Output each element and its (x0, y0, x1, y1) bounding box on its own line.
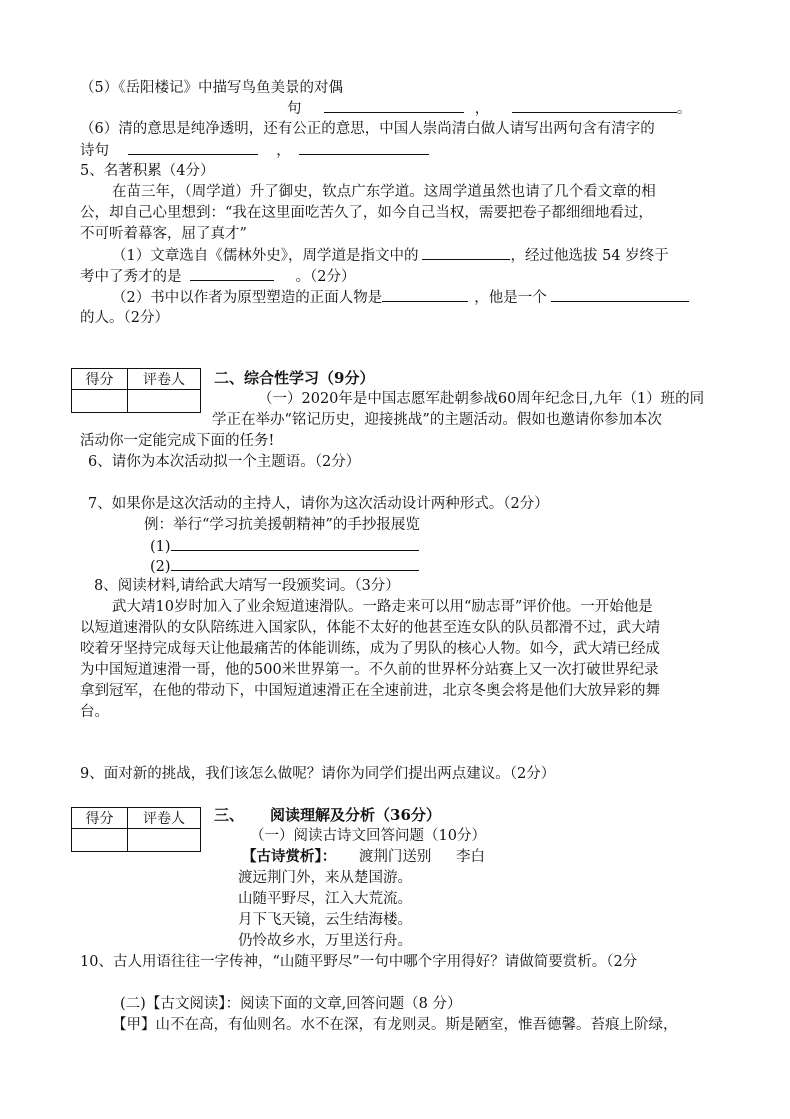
q4-6-line1: （6）清的意思是纯净透明，还有公正的意思，中国人崇尚清白做人请写出两句含有清字的 (80, 121, 655, 137)
part2-intro-line2: 学正在举办“铭记历史，迎接挑战”的主题活动。假如也邀请你参加本次 (212, 412, 662, 428)
poem-title: 渡荆门送别 (358, 849, 432, 865)
q4-6-prefix: 诗句 (80, 143, 109, 159)
q5-sub1-text-d: 。（2分） (295, 269, 356, 285)
q5-sub2-line1 (112, 287, 689, 308)
q4-5-line2 (287, 98, 691, 119)
q4-6-answer-blank-1[interactable] (128, 140, 258, 155)
q4-5-prefix: 句 (287, 101, 302, 117)
score-cell[interactable] (72, 390, 128, 413)
q8-text: 8、阅读材料,请给武大靖写一段颁奖词。（3分） (94, 578, 400, 594)
classical-text-jia: 【甲】山不在高，有仙则名。水不在深，有龙则灵。斯是陋室，惟吾德馨。苔痕上阶绿， (112, 1017, 678, 1033)
q8-passage-line4: 为中国短道速滑一哥，他的500米世界第一。不久前的世界杯分站赛上又一次打破世界纪录 (80, 662, 659, 678)
q7-option-1-blank[interactable] (171, 536, 419, 551)
grader-header: 评卷人 (128, 369, 201, 390)
part3-heading-number: 三、 (214, 806, 245, 824)
q4-6-answer-blank-2[interactable] (299, 140, 429, 155)
part3-sub1-heading: （一）阅读古诗文回答问题（10分） (250, 828, 486, 844)
q7-option-2 (150, 556, 419, 577)
part2-intro-line3: 活动你一定能完成下面的任务! (80, 433, 275, 449)
poem-line-2: 山随平野尽，江入大荒流。 (238, 891, 412, 907)
part3-sub2-heading: (二)【古文阅读】：阅读下面的文章,回答问题（8 分） (120, 996, 462, 1012)
part3-heading: 阅读理解及分析（36分） (270, 806, 441, 824)
q8-passage-line6: 台。 (80, 704, 109, 720)
q8-passage-line1: 武大靖10岁时加入了业余短道速滑队。一路走来可以用“励志哥”评价他。一开始他是 (112, 599, 653, 615)
poem-line-4: 仍怜故乡水，万里送行舟。 (238, 933, 412, 949)
score-table-part3 (71, 807, 201, 852)
q5-passage-line1: 在苗三年，（周学道）升了御史，钦点广东学道。这周学道虽然也请了几个看文章的相 (112, 184, 656, 200)
grader-header: 评卷人 (128, 808, 201, 829)
q5-sub1-line1 (112, 245, 669, 266)
q8-passage-line2: 以短道速滑队的女队陪练进入国家队，体能不太好的他甚至连女队的队员都滑不过，武大靖 (80, 620, 660, 636)
q4-5-period: 。 (676, 101, 692, 117)
q7-option-1-label: (1) (150, 539, 171, 555)
q5-sub2-text-a: （2）书中以作者为原型塑造的正面人物是 (112, 290, 383, 306)
q5-passage-line2: 公，却自己心里想到：“我在这里面吃苦久了，如今自己当权，需要把卷子都细细地看过， (80, 205, 653, 221)
q5-title: 5、名著积累（4分） (80, 163, 215, 179)
q6-text: 6、请你为本次活动拟一个主题语。（2分） (88, 454, 361, 470)
q4-5-answer-blank-1[interactable] (324, 98, 464, 113)
q5-sub2-blank-2[interactable] (551, 287, 689, 302)
q4-5-answer-blank-2[interactable] (512, 98, 677, 113)
q5-sub1-line2 (80, 266, 355, 287)
q5-sub1-blank-1[interactable] (422, 245, 510, 260)
q5-passage-line3: 不可听着幕客，屈了真才” (80, 226, 247, 242)
q5-sub1-text-a: （1）文章选自《儒林外史》，周学道是指文中的 (112, 248, 419, 264)
score-header: 得分 (72, 369, 128, 390)
q9-text: 9、面对新的挑战，我们该怎么做呢？请你为同学们提出两点建议。（2分） (80, 766, 556, 782)
q8-passage-line3: 咬着牙坚持完成每天让他最痛苦的体能训练，成为了男队的核心人物。如今，武大靖已经成 (80, 641, 660, 657)
q7-option-2-blank[interactable] (171, 556, 419, 571)
score-header: 得分 (72, 808, 128, 829)
part2-heading: 二、综合性学习（9分） (214, 369, 375, 387)
q5-sub1-text-c: 考中了秀才的是 (80, 269, 182, 285)
q4-6-line2 (80, 140, 429, 161)
poem-author: 李白 (455, 849, 485, 865)
q4-5-comma: ， (474, 101, 490, 117)
poem-line-3: 月下飞天镜，云生结海楼。 (238, 912, 412, 928)
grader-cell[interactable] (128, 829, 201, 852)
q10-text: 10、古人用语往往一字传神，“山随平野尽”一句中哪个字用得好？请做简要赏析。（2分 (80, 954, 638, 970)
q7-option-1 (150, 536, 419, 557)
score-table-part2 (71, 368, 201, 413)
q7-text: 7、如果你是这次活动的主持人，请你为这次活动设计两种形式。（2分） (88, 496, 549, 512)
q5-sub2-line2: 的人。（2分） (80, 310, 169, 326)
poem-header (242, 847, 485, 867)
score-cell[interactable] (72, 829, 128, 852)
q7-example: 例：举行“学习抗美援朝精神”的手抄报展览 (144, 517, 420, 533)
q4-6-comma: ， (276, 143, 291, 159)
q5-sub1-text-b: ，经过他选拔 54 岁终于 (510, 248, 669, 264)
q8-passage-line5: 拿到冠军，在他的带动下，中国短道速滑正在全速前进，北京冬奥会将是他们大放异彩的舞 (80, 683, 660, 699)
q5-sub1-blank-2[interactable] (190, 266, 274, 281)
q5-sub2-blank-1[interactable] (382, 287, 468, 302)
grader-cell[interactable] (128, 390, 201, 413)
q7-option-2-label: (2) (150, 559, 171, 575)
poem-label: 【古诗赏析】： (242, 848, 337, 865)
q5-sub2-text-b: ，他是一个 (474, 290, 547, 306)
part2-intro-line1: （一）2020年是中国志愿军赴朝参战60周年纪念日,九年（1）班的同 (258, 391, 705, 407)
poem-line-1: 渡远荆门外，来从楚国游。 (238, 870, 412, 886)
q4-5-line1: （5）《岳阳楼记》中描写鸟鱼美景的对偶 (80, 80, 343, 96)
